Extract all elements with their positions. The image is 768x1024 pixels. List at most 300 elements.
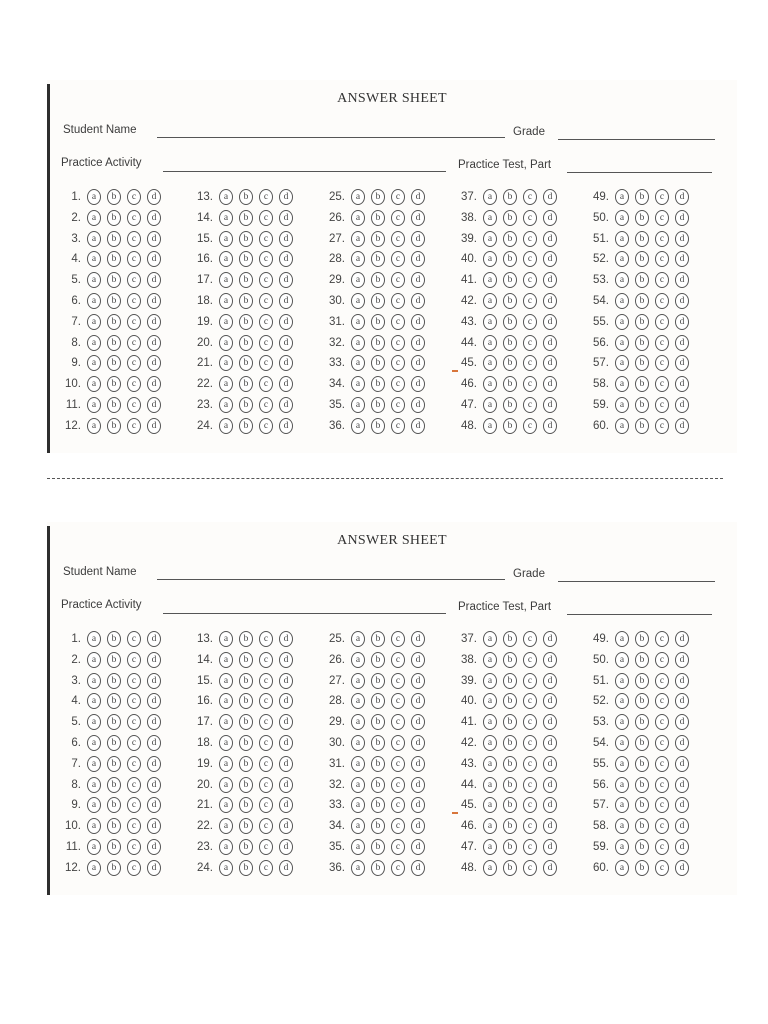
- answer-bubble-b[interactable]: b: [107, 272, 121, 288]
- answer-bubble-b[interactable]: b: [371, 397, 385, 413]
- answer-bubble-c[interactable]: c: [391, 210, 405, 226]
- answer-bubble-c[interactable]: c: [655, 231, 669, 247]
- answer-bubble-c[interactable]: c: [655, 189, 669, 205]
- answer-bubble-d[interactable]: d: [147, 777, 161, 793]
- answer-bubble-d[interactable]: d: [147, 272, 161, 288]
- answer-bubble-a[interactable]: a: [351, 314, 365, 330]
- answer-bubble-b[interactable]: b: [239, 756, 253, 772]
- answer-bubble-c[interactable]: c: [391, 693, 405, 709]
- answer-bubble-b[interactable]: b: [107, 693, 121, 709]
- answer-bubble-b[interactable]: b: [635, 735, 649, 751]
- answer-bubble-b[interactable]: b: [371, 797, 385, 813]
- answer-bubble-c[interactable]: c: [127, 293, 141, 309]
- answer-bubble-a[interactable]: a: [87, 673, 101, 689]
- answer-bubble-c[interactable]: c: [655, 714, 669, 730]
- answer-bubble-a[interactable]: a: [219, 797, 233, 813]
- answer-bubble-c[interactable]: c: [259, 231, 273, 247]
- answer-bubble-b[interactable]: b: [239, 314, 253, 330]
- answer-bubble-b[interactable]: b: [635, 335, 649, 351]
- answer-bubble-b[interactable]: b: [635, 231, 649, 247]
- answer-bubble-d[interactable]: d: [675, 839, 689, 855]
- answer-bubble-a[interactable]: a: [351, 818, 365, 834]
- answer-bubble-b[interactable]: b: [371, 777, 385, 793]
- answer-bubble-a[interactable]: a: [615, 756, 629, 772]
- answer-bubble-b[interactable]: b: [239, 272, 253, 288]
- practice-activity-field[interactable]: [163, 171, 446, 172]
- answer-bubble-a[interactable]: a: [483, 714, 497, 730]
- answer-bubble-c[interactable]: c: [259, 293, 273, 309]
- answer-bubble-d[interactable]: d: [543, 376, 557, 392]
- answer-bubble-b[interactable]: b: [503, 397, 517, 413]
- answer-bubble-d[interactable]: d: [675, 397, 689, 413]
- answer-bubble-d[interactable]: d: [147, 756, 161, 772]
- answer-bubble-c[interactable]: c: [127, 818, 141, 834]
- answer-bubble-d[interactable]: d: [675, 314, 689, 330]
- answer-bubble-c[interactable]: c: [655, 272, 669, 288]
- answer-bubble-d[interactable]: d: [279, 376, 293, 392]
- answer-bubble-a[interactable]: a: [219, 293, 233, 309]
- answer-bubble-b[interactable]: b: [239, 673, 253, 689]
- answer-bubble-a[interactable]: a: [87, 376, 101, 392]
- answer-bubble-a[interactable]: a: [483, 756, 497, 772]
- student-name-field[interactable]: [157, 579, 505, 580]
- answer-bubble-b[interactable]: b: [107, 231, 121, 247]
- answer-bubble-d[interactable]: d: [147, 355, 161, 371]
- answer-bubble-b[interactable]: b: [503, 652, 517, 668]
- answer-bubble-a[interactable]: a: [219, 714, 233, 730]
- answer-bubble-c[interactable]: c: [391, 631, 405, 647]
- answer-bubble-b[interactable]: b: [371, 210, 385, 226]
- answer-bubble-d[interactable]: d: [411, 210, 425, 226]
- answer-bubble-c[interactable]: c: [655, 797, 669, 813]
- answer-bubble-c[interactable]: c: [655, 631, 669, 647]
- answer-bubble-b[interactable]: b: [635, 355, 649, 371]
- answer-bubble-b[interactable]: b: [371, 251, 385, 267]
- answer-bubble-b[interactable]: b: [107, 314, 121, 330]
- answer-bubble-d[interactable]: d: [147, 397, 161, 413]
- answer-bubble-c[interactable]: c: [259, 693, 273, 709]
- answer-bubble-d[interactable]: d: [543, 839, 557, 855]
- answer-bubble-a[interactable]: a: [483, 673, 497, 689]
- answer-bubble-d[interactable]: d: [279, 673, 293, 689]
- answer-bubble-a[interactable]: a: [483, 189, 497, 205]
- answer-bubble-b[interactable]: b: [107, 652, 121, 668]
- answer-bubble-c[interactable]: c: [391, 818, 405, 834]
- answer-bubble-d[interactable]: d: [147, 189, 161, 205]
- answer-bubble-c[interactable]: c: [391, 714, 405, 730]
- answer-bubble-a[interactable]: a: [87, 714, 101, 730]
- answer-bubble-b[interactable]: b: [635, 397, 649, 413]
- answer-bubble-b[interactable]: b: [239, 231, 253, 247]
- answer-bubble-a[interactable]: a: [87, 397, 101, 413]
- answer-bubble-d[interactable]: d: [543, 355, 557, 371]
- answer-bubble-d[interactable]: d: [543, 314, 557, 330]
- answer-bubble-c[interactable]: c: [259, 735, 273, 751]
- answer-bubble-a[interactable]: a: [351, 673, 365, 689]
- answer-bubble-c[interactable]: c: [259, 756, 273, 772]
- answer-bubble-d[interactable]: d: [411, 335, 425, 351]
- practice-test-field[interactable]: [567, 614, 712, 615]
- answer-bubble-d[interactable]: d: [147, 231, 161, 247]
- answer-bubble-d[interactable]: d: [675, 293, 689, 309]
- answer-bubble-d[interactable]: d: [279, 293, 293, 309]
- answer-bubble-c[interactable]: c: [655, 756, 669, 772]
- answer-bubble-b[interactable]: b: [239, 652, 253, 668]
- answer-bubble-c[interactable]: c: [127, 652, 141, 668]
- answer-bubble-c[interactable]: c: [523, 631, 537, 647]
- answer-bubble-d[interactable]: d: [411, 714, 425, 730]
- answer-bubble-d[interactable]: d: [147, 673, 161, 689]
- answer-bubble-a[interactable]: a: [219, 756, 233, 772]
- answer-bubble-d[interactable]: d: [279, 652, 293, 668]
- answer-bubble-b[interactable]: b: [371, 818, 385, 834]
- answer-bubble-c[interactable]: c: [523, 293, 537, 309]
- answer-bubble-b[interactable]: b: [635, 673, 649, 689]
- answer-bubble-b[interactable]: b: [503, 293, 517, 309]
- answer-bubble-c[interactable]: c: [391, 293, 405, 309]
- answer-bubble-c[interactable]: c: [259, 397, 273, 413]
- answer-bubble-c[interactable]: c: [391, 355, 405, 371]
- answer-bubble-a[interactable]: a: [615, 293, 629, 309]
- answer-bubble-a[interactable]: a: [219, 631, 233, 647]
- answer-bubble-b[interactable]: b: [635, 189, 649, 205]
- answer-bubble-a[interactable]: a: [615, 418, 629, 434]
- answer-bubble-a[interactable]: a: [351, 714, 365, 730]
- answer-bubble-b[interactable]: b: [635, 314, 649, 330]
- answer-bubble-d[interactable]: d: [279, 251, 293, 267]
- answer-bubble-b[interactable]: b: [239, 797, 253, 813]
- answer-bubble-c[interactable]: c: [259, 673, 273, 689]
- answer-bubble-b[interactable]: b: [503, 210, 517, 226]
- answer-bubble-a[interactable]: a: [351, 272, 365, 288]
- answer-bubble-c[interactable]: c: [655, 251, 669, 267]
- practice-test-field[interactable]: [567, 172, 712, 173]
- answer-bubble-a[interactable]: a: [87, 418, 101, 434]
- answer-bubble-a[interactable]: a: [87, 251, 101, 267]
- answer-bubble-c[interactable]: c: [391, 418, 405, 434]
- answer-bubble-b[interactable]: b: [239, 418, 253, 434]
- answer-bubble-d[interactable]: d: [543, 735, 557, 751]
- answer-bubble-d[interactable]: d: [675, 735, 689, 751]
- answer-bubble-b[interactable]: b: [635, 293, 649, 309]
- answer-bubble-c[interactable]: c: [391, 335, 405, 351]
- answer-bubble-a[interactable]: a: [219, 397, 233, 413]
- answer-bubble-d[interactable]: d: [411, 631, 425, 647]
- answer-bubble-d[interactable]: d: [543, 251, 557, 267]
- answer-bubble-a[interactable]: a: [351, 797, 365, 813]
- answer-bubble-b[interactable]: b: [503, 797, 517, 813]
- answer-bubble-c[interactable]: c: [259, 376, 273, 392]
- grade-field[interactable]: [558, 139, 715, 140]
- answer-bubble-b[interactable]: b: [371, 231, 385, 247]
- answer-bubble-a[interactable]: a: [351, 860, 365, 876]
- answer-bubble-b[interactable]: b: [239, 860, 253, 876]
- answer-bubble-b[interactable]: b: [503, 818, 517, 834]
- answer-bubble-d[interactable]: d: [411, 673, 425, 689]
- answer-bubble-c[interactable]: c: [391, 272, 405, 288]
- grade-field[interactable]: [558, 581, 715, 582]
- answer-bubble-c[interactable]: c: [655, 735, 669, 751]
- answer-bubble-b[interactable]: b: [371, 293, 385, 309]
- answer-bubble-c[interactable]: c: [655, 839, 669, 855]
- answer-bubble-d[interactable]: d: [279, 735, 293, 751]
- answer-bubble-c[interactable]: c: [523, 860, 537, 876]
- answer-bubble-c[interactable]: c: [655, 693, 669, 709]
- answer-bubble-d[interactable]: d: [675, 631, 689, 647]
- answer-bubble-b[interactable]: b: [371, 376, 385, 392]
- answer-bubble-c[interactable]: c: [127, 418, 141, 434]
- answer-bubble-c[interactable]: c: [391, 397, 405, 413]
- answer-bubble-d[interactable]: d: [279, 693, 293, 709]
- answer-bubble-b[interactable]: b: [371, 418, 385, 434]
- answer-bubble-b[interactable]: b: [635, 652, 649, 668]
- answer-bubble-d[interactable]: d: [411, 397, 425, 413]
- answer-bubble-d[interactable]: d: [675, 418, 689, 434]
- answer-bubble-c[interactable]: c: [259, 797, 273, 813]
- answer-bubble-c[interactable]: c: [391, 735, 405, 751]
- answer-bubble-a[interactable]: a: [351, 210, 365, 226]
- answer-bubble-c[interactable]: c: [523, 418, 537, 434]
- answer-bubble-c[interactable]: c: [127, 231, 141, 247]
- answer-bubble-b[interactable]: b: [107, 293, 121, 309]
- answer-bubble-a[interactable]: a: [87, 272, 101, 288]
- answer-bubble-a[interactable]: a: [87, 189, 101, 205]
- answer-bubble-c[interactable]: c: [259, 631, 273, 647]
- answer-bubble-c[interactable]: c: [259, 860, 273, 876]
- answer-bubble-a[interactable]: a: [615, 818, 629, 834]
- answer-bubble-b[interactable]: b: [371, 335, 385, 351]
- answer-bubble-d[interactable]: d: [411, 231, 425, 247]
- answer-bubble-a[interactable]: a: [219, 839, 233, 855]
- answer-bubble-c[interactable]: c: [127, 631, 141, 647]
- answer-bubble-d[interactable]: d: [279, 839, 293, 855]
- answer-bubble-c[interactable]: c: [523, 735, 537, 751]
- answer-bubble-d[interactable]: d: [279, 714, 293, 730]
- answer-bubble-d[interactable]: d: [411, 735, 425, 751]
- answer-bubble-c[interactable]: c: [127, 693, 141, 709]
- answer-bubble-b[interactable]: b: [107, 631, 121, 647]
- answer-bubble-a[interactable]: a: [615, 714, 629, 730]
- student-name-field[interactable]: [157, 137, 505, 138]
- answer-bubble-a[interactable]: a: [615, 335, 629, 351]
- answer-bubble-a[interactable]: a: [87, 735, 101, 751]
- answer-bubble-b[interactable]: b: [239, 189, 253, 205]
- answer-bubble-b[interactable]: b: [503, 673, 517, 689]
- answer-bubble-a[interactable]: a: [615, 860, 629, 876]
- answer-bubble-c[interactable]: c: [523, 231, 537, 247]
- answer-bubble-a[interactable]: a: [483, 652, 497, 668]
- answer-bubble-d[interactable]: d: [411, 189, 425, 205]
- answer-bubble-b[interactable]: b: [635, 860, 649, 876]
- answer-bubble-a[interactable]: a: [219, 376, 233, 392]
- answer-bubble-c[interactable]: c: [127, 355, 141, 371]
- answer-bubble-d[interactable]: d: [543, 335, 557, 351]
- answer-bubble-d[interactable]: d: [147, 860, 161, 876]
- answer-bubble-a[interactable]: a: [483, 839, 497, 855]
- answer-bubble-c[interactable]: c: [655, 818, 669, 834]
- answer-bubble-b[interactable]: b: [371, 714, 385, 730]
- answer-bubble-d[interactable]: d: [279, 231, 293, 247]
- answer-bubble-d[interactable]: d: [675, 777, 689, 793]
- answer-bubble-b[interactable]: b: [107, 189, 121, 205]
- answer-bubble-d[interactable]: d: [147, 797, 161, 813]
- answer-bubble-d[interactable]: d: [543, 860, 557, 876]
- answer-bubble-c[interactable]: c: [655, 376, 669, 392]
- answer-bubble-b[interactable]: b: [503, 693, 517, 709]
- answer-bubble-c[interactable]: c: [523, 210, 537, 226]
- answer-bubble-c[interactable]: c: [655, 418, 669, 434]
- answer-bubble-c[interactable]: c: [127, 210, 141, 226]
- answer-bubble-d[interactable]: d: [279, 210, 293, 226]
- answer-bubble-a[interactable]: a: [615, 189, 629, 205]
- answer-bubble-a[interactable]: a: [615, 210, 629, 226]
- answer-bubble-b[interactable]: b: [107, 735, 121, 751]
- answer-bubble-a[interactable]: a: [87, 631, 101, 647]
- answer-bubble-b[interactable]: b: [503, 756, 517, 772]
- answer-bubble-b[interactable]: b: [503, 735, 517, 751]
- answer-bubble-b[interactable]: b: [239, 735, 253, 751]
- answer-bubble-d[interactable]: d: [543, 210, 557, 226]
- answer-bubble-b[interactable]: b: [635, 251, 649, 267]
- answer-bubble-c[interactable]: c: [391, 251, 405, 267]
- answer-bubble-a[interactable]: a: [219, 189, 233, 205]
- answer-bubble-b[interactable]: b: [503, 272, 517, 288]
- answer-bubble-b[interactable]: b: [635, 756, 649, 772]
- answer-bubble-a[interactable]: a: [351, 652, 365, 668]
- answer-bubble-c[interactable]: c: [655, 777, 669, 793]
- answer-bubble-d[interactable]: d: [411, 818, 425, 834]
- answer-bubble-c[interactable]: c: [655, 314, 669, 330]
- answer-bubble-c[interactable]: c: [391, 839, 405, 855]
- answer-bubble-a[interactable]: a: [219, 210, 233, 226]
- answer-bubble-d[interactable]: d: [279, 189, 293, 205]
- answer-bubble-a[interactable]: a: [483, 631, 497, 647]
- answer-bubble-b[interactable]: b: [371, 860, 385, 876]
- answer-bubble-d[interactable]: d: [543, 397, 557, 413]
- answer-bubble-c[interactable]: c: [259, 272, 273, 288]
- answer-bubble-d[interactable]: d: [411, 693, 425, 709]
- answer-bubble-b[interactable]: b: [503, 418, 517, 434]
- answer-bubble-c[interactable]: c: [655, 355, 669, 371]
- answer-bubble-b[interactable]: b: [371, 839, 385, 855]
- answer-bubble-a[interactable]: a: [351, 418, 365, 434]
- answer-bubble-c[interactable]: c: [127, 735, 141, 751]
- answer-bubble-a[interactable]: a: [87, 231, 101, 247]
- answer-bubble-c[interactable]: c: [523, 756, 537, 772]
- answer-bubble-c[interactable]: c: [523, 397, 537, 413]
- answer-bubble-d[interactable]: d: [543, 797, 557, 813]
- answer-bubble-a[interactable]: a: [351, 735, 365, 751]
- answer-bubble-c[interactable]: c: [127, 714, 141, 730]
- answer-bubble-c[interactable]: c: [391, 652, 405, 668]
- answer-bubble-c[interactable]: c: [127, 777, 141, 793]
- answer-bubble-d[interactable]: d: [543, 631, 557, 647]
- answer-bubble-c[interactable]: c: [391, 231, 405, 247]
- answer-bubble-a[interactable]: a: [483, 376, 497, 392]
- answer-bubble-b[interactable]: b: [107, 714, 121, 730]
- answer-bubble-a[interactable]: a: [615, 272, 629, 288]
- answer-bubble-b[interactable]: b: [635, 693, 649, 709]
- answer-bubble-d[interactable]: d: [675, 673, 689, 689]
- answer-bubble-a[interactable]: a: [615, 314, 629, 330]
- answer-bubble-d[interactable]: d: [279, 756, 293, 772]
- answer-bubble-b[interactable]: b: [503, 335, 517, 351]
- answer-bubble-b[interactable]: b: [107, 335, 121, 351]
- answer-bubble-a[interactable]: a: [615, 652, 629, 668]
- answer-bubble-a[interactable]: a: [351, 756, 365, 772]
- answer-bubble-d[interactable]: d: [543, 231, 557, 247]
- answer-bubble-a[interactable]: a: [615, 777, 629, 793]
- answer-bubble-c[interactable]: c: [391, 777, 405, 793]
- answer-bubble-d[interactable]: d: [147, 818, 161, 834]
- answer-bubble-b[interactable]: b: [371, 631, 385, 647]
- answer-bubble-d[interactable]: d: [675, 714, 689, 730]
- answer-bubble-d[interactable]: d: [147, 251, 161, 267]
- answer-bubble-a[interactable]: a: [483, 397, 497, 413]
- answer-bubble-d[interactable]: d: [543, 777, 557, 793]
- answer-bubble-b[interactable]: b: [635, 210, 649, 226]
- answer-bubble-a[interactable]: a: [219, 355, 233, 371]
- answer-bubble-d[interactable]: d: [675, 251, 689, 267]
- answer-bubble-c[interactable]: c: [523, 673, 537, 689]
- answer-bubble-c[interactable]: c: [127, 397, 141, 413]
- answer-bubble-b[interactable]: b: [503, 231, 517, 247]
- answer-bubble-b[interactable]: b: [503, 860, 517, 876]
- answer-bubble-d[interactable]: d: [279, 860, 293, 876]
- answer-bubble-d[interactable]: d: [411, 756, 425, 772]
- answer-bubble-a[interactable]: a: [219, 673, 233, 689]
- answer-bubble-c[interactable]: c: [127, 376, 141, 392]
- answer-bubble-b[interactable]: b: [503, 631, 517, 647]
- answer-bubble-c[interactable]: c: [127, 839, 141, 855]
- answer-bubble-b[interactable]: b: [503, 714, 517, 730]
- answer-bubble-d[interactable]: d: [279, 272, 293, 288]
- answer-bubble-c[interactable]: c: [127, 860, 141, 876]
- answer-bubble-c[interactable]: c: [523, 335, 537, 351]
- answer-bubble-b[interactable]: b: [239, 210, 253, 226]
- answer-bubble-d[interactable]: d: [543, 272, 557, 288]
- answer-bubble-a[interactable]: a: [87, 293, 101, 309]
- answer-bubble-b[interactable]: b: [107, 376, 121, 392]
- answer-bubble-d[interactable]: d: [411, 376, 425, 392]
- answer-bubble-b[interactable]: b: [239, 251, 253, 267]
- answer-bubble-c[interactable]: c: [523, 839, 537, 855]
- answer-bubble-b[interactable]: b: [239, 355, 253, 371]
- answer-bubble-b[interactable]: b: [107, 397, 121, 413]
- answer-bubble-d[interactable]: d: [675, 818, 689, 834]
- answer-bubble-a[interactable]: a: [219, 231, 233, 247]
- answer-bubble-c[interactable]: c: [259, 418, 273, 434]
- answer-bubble-b[interactable]: b: [107, 860, 121, 876]
- answer-bubble-b[interactable]: b: [107, 818, 121, 834]
- answer-bubble-b[interactable]: b: [635, 272, 649, 288]
- answer-bubble-b[interactable]: b: [635, 376, 649, 392]
- answer-bubble-d[interactable]: d: [543, 652, 557, 668]
- answer-bubble-b[interactable]: b: [107, 839, 121, 855]
- answer-bubble-c[interactable]: c: [259, 839, 273, 855]
- answer-bubble-c[interactable]: c: [127, 335, 141, 351]
- answer-bubble-b[interactable]: b: [239, 631, 253, 647]
- answer-bubble-b[interactable]: b: [371, 355, 385, 371]
- answer-bubble-b[interactable]: b: [635, 777, 649, 793]
- answer-bubble-c[interactable]: c: [259, 189, 273, 205]
- answer-bubble-c[interactable]: c: [655, 860, 669, 876]
- answer-bubble-a[interactable]: a: [615, 355, 629, 371]
- answer-bubble-d[interactable]: d: [675, 756, 689, 772]
- answer-bubble-c[interactable]: c: [655, 335, 669, 351]
- answer-bubble-d[interactable]: d: [543, 693, 557, 709]
- answer-bubble-a[interactable]: a: [483, 335, 497, 351]
